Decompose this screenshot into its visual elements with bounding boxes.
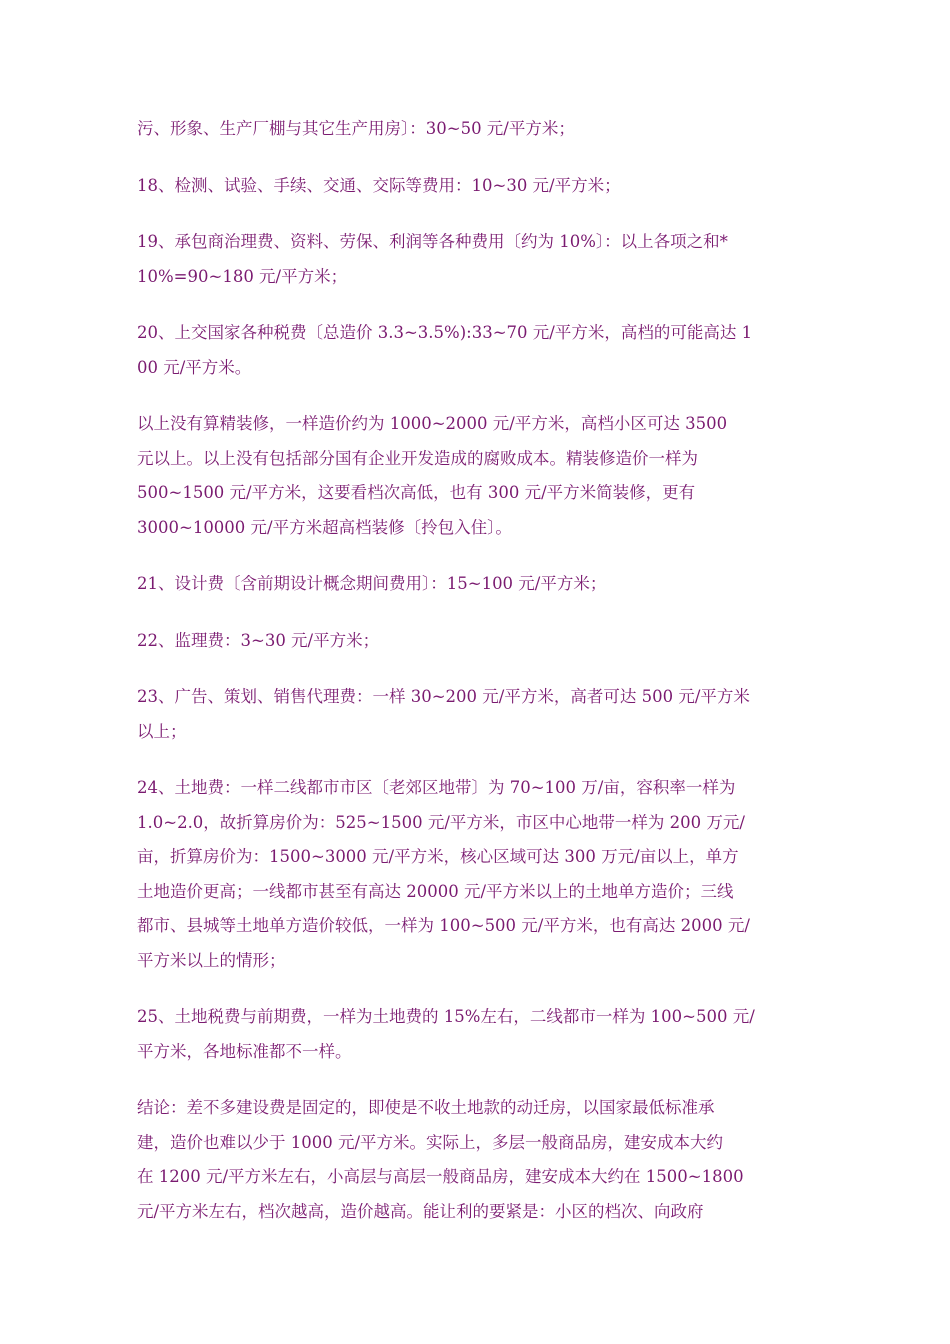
text-line: 结论：差不多建设费是固定的，即使是不收土地款的动迁房，以国家最低标准承 bbox=[137, 1098, 715, 1117]
text-line: 25、土地税费与前期费，一样为土地费的 15%左右，二线都市一样为 100~500 元/ bbox=[137, 1007, 755, 1026]
paragraph-decoration-note bbox=[137, 407, 817, 545]
text-line: 平方米，各地标准都不一样。 bbox=[137, 1041, 352, 1061]
text-line: 20、上交国家各种税费〔总造价 3.3~3.5%):33~70 元/平方米，高档的可能高达 1 bbox=[137, 323, 753, 342]
text-line: 建，造价也难以少于 1000 元/平方米。实际上，多层一般商品房，建安成本大约 bbox=[137, 1132, 724, 1152]
paragraph-item-19 bbox=[137, 225, 817, 294]
text-line: 18、检测、试验、手续、交通、交际等费用：10~30 元/平方米； bbox=[137, 175, 621, 195]
text-line: 元以上。以上没有包括部分国有企业开发造成的腐败成本。精装修造价一样为 bbox=[137, 448, 698, 468]
text-line: 21、设计费〔含前期设计概念期间费用〕：15~100 元/平方米； bbox=[137, 574, 607, 593]
paragraph-item-20 bbox=[137, 316, 817, 385]
paragraph-item-21 bbox=[137, 567, 817, 602]
paragraph-conclusion bbox=[137, 1091, 817, 1229]
text-line: 以上； bbox=[137, 721, 187, 741]
text-line: 1.0~2.0，故折算房价为：525~1500 元/平方米，市区中心地带一样为 200 万元/ bbox=[137, 812, 745, 832]
paragraph-item-25 bbox=[137, 1000, 817, 1069]
text-line: 19、承包商治理费、资料、劳保、利润等各种费用〔约为 10%〕：以上各项之和* bbox=[137, 232, 728, 251]
text-line: 在 1200 元/平方米左右，小高层与高层一般商品房，建安成本大约在 1500~1800 bbox=[137, 1167, 744, 1186]
text-line: 以上没有算精装修，一样造价约为 1000~2000 元/平方米，高档小区可达 3500 bbox=[137, 414, 728, 433]
paragraph-item-18 bbox=[137, 169, 817, 204]
text-line: 都市、县城等土地单方造价较低，一样为 100~500 元/平方米，也有高达 2000 元/ bbox=[137, 916, 750, 935]
paragraph-item-24 bbox=[137, 771, 817, 978]
paragraph-item-23 bbox=[137, 680, 817, 749]
paragraph-1 bbox=[137, 112, 817, 147]
text-line: 土地造价更高；一线都市甚至有高达 20000 元/平方米以上的土地单方造价；三线 bbox=[137, 881, 734, 901]
text-line: 元/平方米左右，档次越高，造价越高。能让利的要紧是：小区的档次、向政府 bbox=[137, 1201, 704, 1221]
text-line: 亩，折算房价为：1500~3000 元/平方米，核心区域可达 300 万元/亩以上，单方 bbox=[137, 847, 739, 866]
document-body bbox=[137, 112, 817, 1251]
paragraph-item-22 bbox=[137, 624, 817, 659]
text-line: 平方米以上的情形； bbox=[137, 950, 286, 970]
text-line: 22、监理费：3~30 元/平方米； bbox=[137, 630, 380, 650]
text-line: 23、广告、策划、销售代理费：一样 30~200 元/平方米，高者可达 500 元/平方米 bbox=[137, 687, 750, 706]
text-line: 500~1500 元/平方米，这要看档次高低，也有 300 元/平方米简装修，更有 bbox=[137, 483, 696, 502]
text-line: 00 元/平方米。 bbox=[137, 357, 252, 377]
text-line: 3000~10000 元/平方米超高档装修〔拎包入住〕。 bbox=[137, 517, 512, 537]
text-line: 污、形象、生产厂棚与其它生产用房〕：30~50 元/平方米； bbox=[137, 119, 575, 138]
text-line: 24、土地费：一样二线都市市区〔老郊区地带〕为 70~100 万/亩，容积率一样为 bbox=[137, 778, 736, 797]
text-line: 10%=90~180 元/平方米； bbox=[137, 266, 348, 286]
